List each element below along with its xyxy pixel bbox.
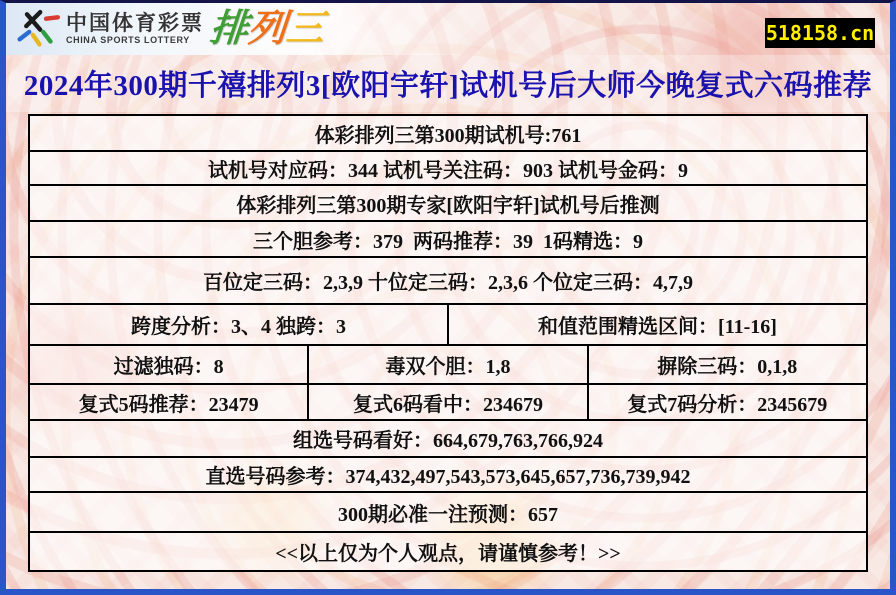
table-cell: 三个胆参考：379 两码推荐：39 1码精选：9 [253,230,643,253]
table-cell: 组选号码看好：664,679,763,766,924 [293,430,603,452]
table-row-test-number [30,116,866,150]
table-cell: 体彩排列三第300期专家[欧阳宇轩]试机号后推测 [236,194,660,217]
brand-char-3: 三 [284,8,326,50]
header [6,3,890,55]
brand-char-2: 列 [246,8,288,50]
table-row-dan-reference [30,220,866,256]
table-cell: 百位定三码：2,3,9 十位定三码：2,3,6 个位定三码：4,7,9 [203,272,693,294]
brand-char-1: 排 [208,8,250,50]
table-cell: 复式5码推荐：23479 [78,393,259,416]
table-row-corresponding-codes [30,150,866,184]
table-row-single-bet [30,491,866,531]
table-cell: <<以上仅为个人观点，请谨慎参考！>> [275,543,621,565]
table-cell: 过滤独码：8 [113,356,224,378]
table-row-span-sum [30,303,866,344]
table-cell: 直选号码参考：374,432,497,543,573,645,657,736,739,942 [205,466,691,488]
table-row-group-picks [30,419,866,456]
table-row-expert-heading [30,184,866,220]
table-cell: 跨度分析：3、4 独跨：3 [131,316,346,338]
site-url-badge[interactable]: 518158.cn [765,18,875,48]
prediction-table [28,114,868,572]
table-row-disclaimer [30,531,866,570]
sports-lottery-logo-icon [16,7,60,51]
table-cell: 试机号对应码：344 试机号关注码：903 试机号金码：9 [208,159,688,182]
table-cell: 毒双个胆：1,8 [307,346,586,383]
table-row-direct-picks [30,456,866,491]
table-cell: 复式7码分析：2345679 [587,385,866,419]
brand-pailie3 [208,10,325,48]
table-row-three-codes [30,256,866,303]
sports-lottery-logo[interactable] [16,7,324,51]
page-title: 2024年300期千禧排列3[欧阳宇轩]试机号后大师今晚复式六码推荐 [6,55,890,112]
logo-english-name: CHINA SPORTS LOTTERY [66,35,190,45]
logo-chinese-name: 中国体育彩票 [66,12,204,35]
table-cell: 体彩排列三第300期试机号:761 [314,124,582,147]
table-cell: 和值范围精选区间：[11-16] [447,305,866,344]
table-cell: 摒除三码：0,1,8 [587,346,866,383]
table-cell: 复式6码看中：234679 [307,385,586,419]
table-row-filter-codes [30,344,866,383]
table-row-fushi-codes [30,383,866,419]
logo-text [66,13,204,45]
table-cell: 300期必准一注预测：657 [338,503,558,526]
